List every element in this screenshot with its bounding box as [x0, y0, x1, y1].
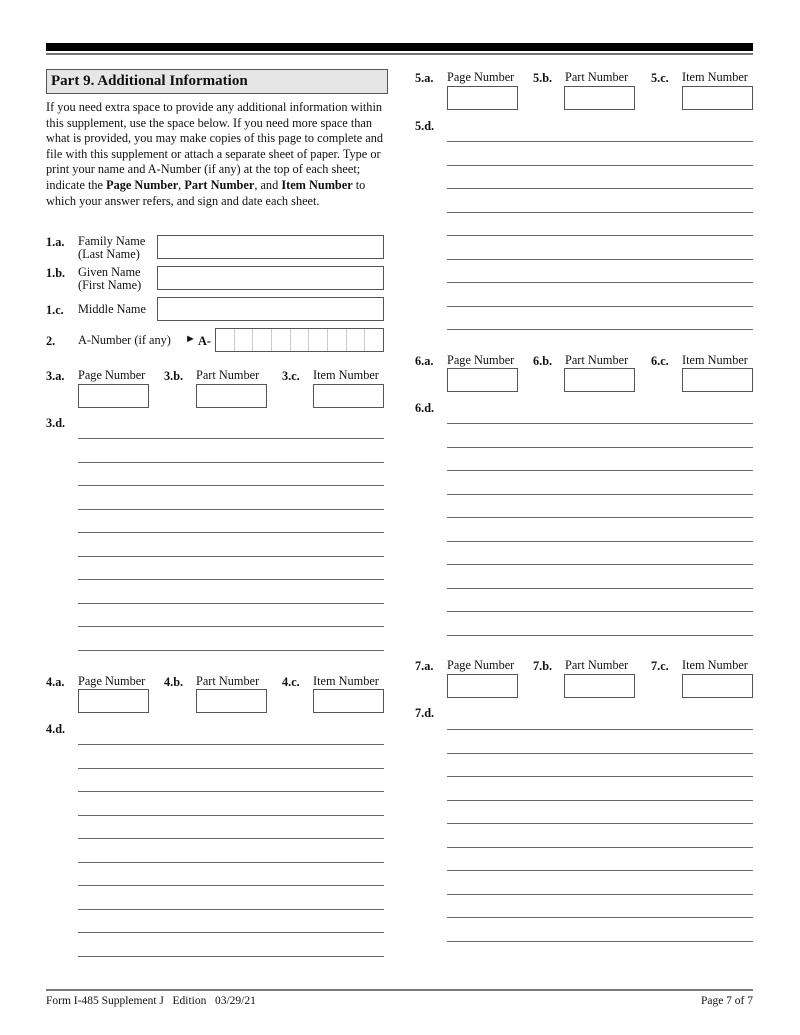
part-number-input-4b[interactable] — [196, 689, 267, 713]
header-thick-bar — [46, 43, 753, 51]
answer-line[interactable] — [447, 847, 753, 848]
page-number-input-4a[interactable] — [78, 689, 149, 713]
page-number-label: Page Number — [447, 658, 515, 672]
page-number-label: Page Number — [447, 70, 515, 84]
item-number-input-6c[interactable] — [682, 368, 753, 392]
item-number-6c: 6.c. — [651, 354, 669, 368]
item-number-5a: 5.a. — [415, 71, 434, 85]
given-name-label-line1: Given Name — [78, 265, 141, 279]
answer-line[interactable] — [78, 768, 384, 769]
middle-name-label: Middle Name — [78, 302, 146, 316]
item-number-label: Item Number — [682, 70, 748, 84]
answer-line[interactable] — [78, 438, 384, 439]
item-number-1b: 1.b. — [46, 266, 66, 280]
item-number-4d: 4.d. — [46, 722, 66, 736]
a-number-label: A-Number (if any) — [78, 333, 171, 347]
item-number-5c: 5.c. — [651, 71, 669, 85]
answer-line[interactable] — [78, 885, 384, 886]
a-number-digit-cell[interactable] — [271, 329, 290, 351]
part-number-input-7b[interactable] — [564, 674, 635, 698]
answer-line[interactable] — [447, 823, 753, 824]
page-number-input-5a[interactable] — [447, 86, 518, 110]
answer-line[interactable] — [447, 917, 753, 918]
a-number-digit-cell[interactable] — [308, 329, 327, 351]
item-number-2: 2. — [46, 334, 56, 348]
page-number-label: Page Number — [447, 353, 515, 367]
answer-line[interactable] — [78, 815, 384, 816]
answer-line[interactable] — [447, 494, 753, 495]
item-number-4b: 4.b. — [164, 675, 184, 689]
answer-line[interactable] — [78, 650, 384, 651]
item-number-input-3c[interactable] — [313, 384, 384, 408]
part-number-input-6b[interactable] — [564, 368, 635, 392]
answer-line[interactable] — [78, 509, 384, 510]
answer-line[interactable] — [447, 611, 753, 612]
item-number-label: Item Number — [313, 674, 379, 688]
answer-line[interactable] — [447, 141, 753, 142]
page-number-input-7a[interactable] — [447, 674, 518, 698]
answer-line[interactable] — [78, 838, 384, 839]
intro-text: , — [178, 177, 185, 192]
answer-line[interactable] — [78, 532, 384, 533]
family-name-input[interactable] — [157, 235, 384, 259]
item-number-6d: 6.d. — [415, 401, 435, 415]
middle-name-input[interactable] — [157, 297, 384, 321]
item-number-7c: 7.c. — [651, 659, 669, 673]
answer-line[interactable] — [447, 941, 753, 942]
intro-bold-part-number: Part Number — [184, 177, 255, 192]
answer-line[interactable] — [447, 188, 753, 189]
answer-line[interactable] — [78, 626, 384, 627]
a-number-digit-cell[interactable] — [364, 329, 383, 351]
item-number-4a: 4.a. — [46, 675, 65, 689]
answer-line[interactable] — [447, 517, 753, 518]
answer-line[interactable] — [78, 932, 384, 933]
page-number-input-6a[interactable] — [447, 368, 518, 392]
item-number-7a: 7.a. — [415, 659, 434, 673]
answer-line[interactable] — [447, 329, 753, 330]
part-title: Part 9. Additional Information — [46, 69, 388, 94]
footer-rule — [46, 989, 753, 991]
item-number-6b: 6.b. — [533, 354, 553, 368]
a-number-digit-cell[interactable] — [327, 329, 346, 351]
item-number-3b: 3.b. — [164, 369, 184, 383]
item-number-1c: 1.c. — [46, 303, 64, 317]
instructions-paragraph — [46, 100, 386, 209]
answer-line[interactable] — [447, 235, 753, 236]
item-number-label: Item Number — [313, 368, 379, 382]
a-number-digit-cell[interactable] — [234, 329, 253, 351]
answer-line[interactable] — [78, 556, 384, 557]
intro-bold-item-number: Item Number — [281, 177, 353, 192]
intro-text: If you need extra space to provide any additional information within this supplement, use the space below. If you need more space than what is provided, you may make copies of this page to complete and file with this supplement or attach a separate sheet of paper. Type or print your name and A-Number (if any) at the top of each sheet; indicate the — [46, 100, 384, 192]
intro-text: to which your answer refers, and sign and date each sheet. — [46, 177, 366, 208]
answer-line[interactable] — [447, 800, 753, 801]
answer-line[interactable] — [447, 894, 753, 895]
item-number-3d: 3.d. — [46, 416, 66, 430]
part-number-label: Part Number — [196, 368, 260, 382]
answer-line[interactable] — [447, 165, 753, 166]
answer-line[interactable] — [447, 447, 753, 448]
item-number-input-5c[interactable] — [682, 86, 753, 110]
answer-line[interactable] — [447, 541, 753, 542]
page-number-label: Page Number — [78, 368, 146, 382]
family-name-label — [78, 235, 145, 261]
a-number-digit-cell[interactable] — [252, 329, 271, 351]
family-name-label-line1: Family Name — [78, 234, 146, 248]
intro-bold-page-number: Page Number — [106, 177, 179, 192]
a-number-digit-cell[interactable] — [216, 329, 234, 351]
answer-line[interactable] — [78, 791, 384, 792]
answer-line[interactable] — [447, 753, 753, 754]
answer-line[interactable] — [447, 564, 753, 565]
family-name-label-line2: (Last Name) — [78, 247, 140, 261]
answer-line[interactable] — [78, 462, 384, 463]
given-name-input[interactable] — [157, 266, 384, 290]
answer-line[interactable] — [447, 729, 753, 730]
item-number-5d: 5.d. — [415, 119, 435, 133]
answer-line[interactable] — [447, 259, 753, 260]
part-number-input-3b[interactable] — [196, 384, 267, 408]
arrow-right-icon: ► — [185, 333, 196, 345]
answer-line[interactable] — [447, 423, 753, 424]
page-number-input-3a[interactable] — [78, 384, 149, 408]
a-number-input[interactable] — [215, 328, 384, 352]
answer-line[interactable] — [447, 306, 753, 307]
part-number-label: Part Number — [565, 658, 629, 672]
page-indicator: Page 7 of 7 — [700, 995, 753, 1007]
part-number-input-5b[interactable] — [564, 86, 635, 110]
header-thin-rule — [46, 53, 753, 55]
item-number-1a: 1.a. — [46, 235, 65, 249]
answer-line[interactable] — [447, 212, 753, 213]
form-id: Form I-485 Supplement J Edition 03/29/21 — [46, 995, 256, 1007]
answer-line[interactable] — [78, 579, 384, 580]
item-number-4c: 4.c. — [282, 675, 300, 689]
answer-line[interactable] — [447, 776, 753, 777]
item-number-6a: 6.a. — [415, 354, 434, 368]
item-number-input-4c[interactable] — [313, 689, 384, 713]
item-number-7d: 7.d. — [415, 706, 435, 720]
answer-line[interactable] — [447, 588, 753, 589]
item-number-7b: 7.b. — [533, 659, 553, 673]
item-number-label: Item Number — [682, 353, 748, 367]
intro-text: , and — [254, 177, 282, 192]
part-number-label: Part Number — [565, 70, 629, 84]
answer-line[interactable] — [78, 956, 384, 957]
a-number-prefix: A- — [198, 334, 211, 348]
answer-line[interactable] — [447, 635, 753, 636]
answer-line[interactable] — [78, 862, 384, 863]
answer-line[interactable] — [78, 603, 384, 604]
a-number-digit-cell[interactable] — [346, 329, 365, 351]
answer-line[interactable] — [447, 282, 753, 283]
item-number-3c: 3.c. — [282, 369, 300, 383]
answer-line[interactable] — [78, 744, 384, 745]
answer-line[interactable] — [447, 470, 753, 471]
given-name-label — [78, 266, 141, 292]
item-number-3a: 3.a. — [46, 369, 65, 383]
answer-line[interactable] — [447, 870, 753, 871]
a-number-digit-cell[interactable] — [290, 329, 309, 351]
item-number-label: Item Number — [682, 658, 748, 672]
given-name-label-line2: (First Name) — [78, 278, 142, 292]
answer-line[interactable] — [78, 909, 384, 910]
answer-line[interactable] — [78, 485, 384, 486]
part-number-label: Part Number — [565, 353, 629, 367]
item-number-5b: 5.b. — [533, 71, 553, 85]
part-number-label: Part Number — [196, 674, 260, 688]
item-number-input-7c[interactable] — [682, 674, 753, 698]
page-number-label: Page Number — [78, 674, 146, 688]
